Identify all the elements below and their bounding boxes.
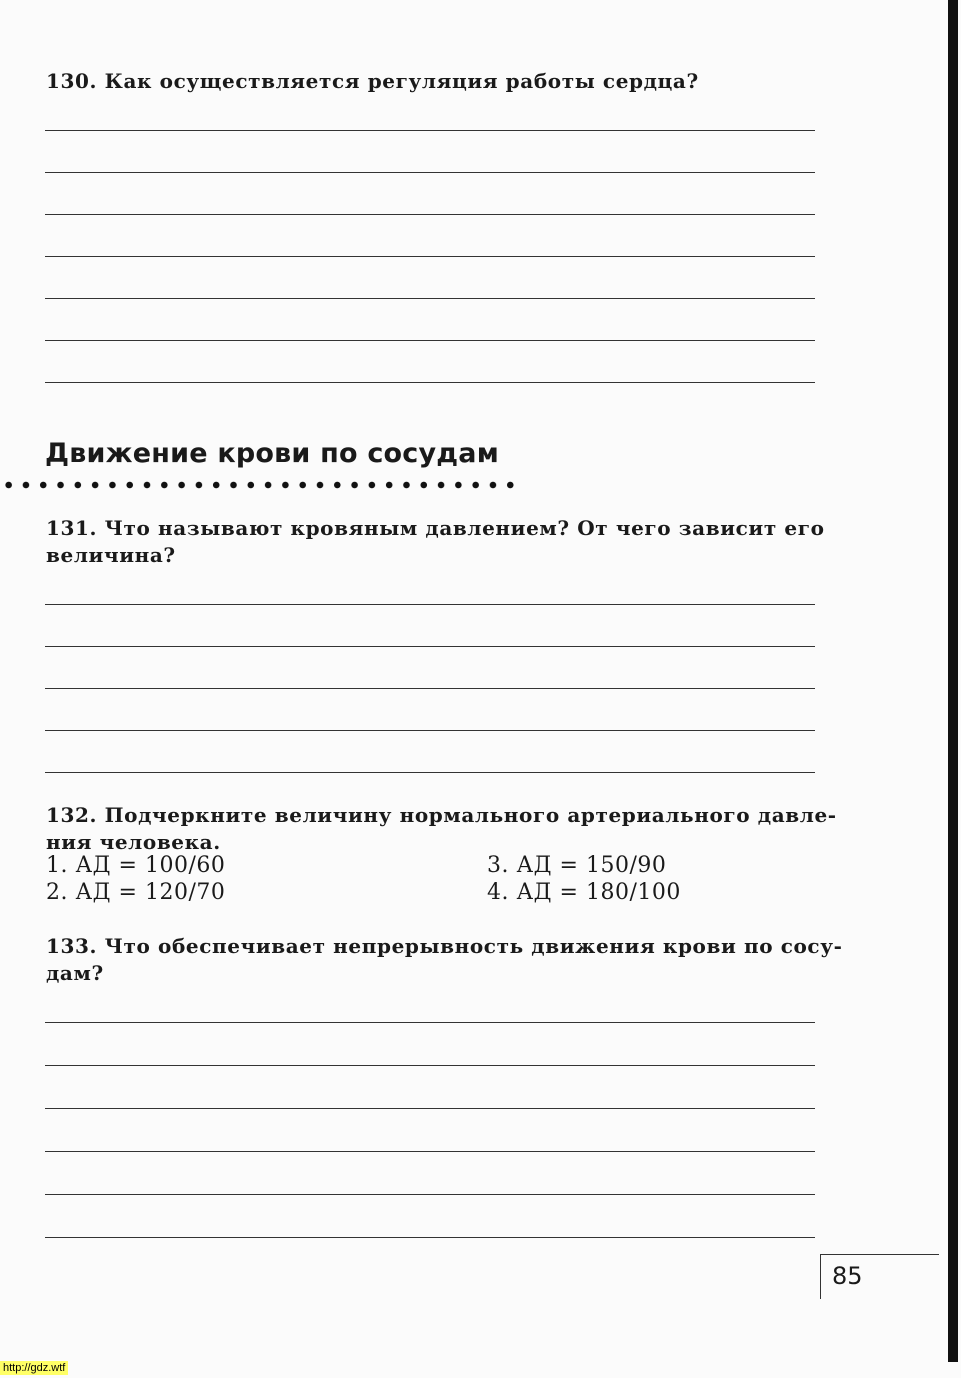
- page-number: 85: [832, 1262, 863, 1290]
- answer-line[interactable]: [45, 340, 815, 341]
- section-heading: Движение крови по сосудам: [45, 438, 499, 469]
- answer-line[interactable]: [45, 130, 815, 131]
- answer-line[interactable]: [45, 604, 815, 605]
- answer-line[interactable]: [45, 772, 815, 773]
- answer-line[interactable]: [45, 1108, 815, 1109]
- option-1[interactable]: 1. АД = 100/60: [46, 853, 226, 878]
- option-3[interactable]: 3. АД = 150/90: [487, 853, 667, 878]
- question-133-line1: 133. Что обеспечивает непрерывность движения крови по сосу-: [46, 934, 843, 958]
- dotted-divider: [0, 478, 520, 492]
- page-edge-bar: [948, 0, 958, 1362]
- question-132: [46, 802, 837, 856]
- answer-line[interactable]: [45, 214, 815, 215]
- answer-line[interactable]: [45, 1151, 815, 1152]
- question-131-line1: 131. Что называют кровяным давлением? От чего зависит его: [46, 516, 825, 540]
- answer-line[interactable]: [45, 646, 815, 647]
- answer-line[interactable]: [45, 382, 815, 383]
- option-4[interactable]: 4. АД = 180/100: [487, 880, 681, 905]
- question-130: 130. Как осуществляется регуляция работы сердца?: [46, 69, 699, 93]
- answer-line[interactable]: [45, 688, 815, 689]
- answer-line[interactable]: [45, 298, 815, 299]
- question-132-line1: 132. Подчеркните величину нормального артериального давле-: [46, 803, 837, 827]
- watermark-link[interactable]: http://gdz.wtf: [0, 1361, 68, 1375]
- answer-line[interactable]: [45, 1022, 815, 1023]
- answer-line[interactable]: [45, 730, 815, 731]
- answer-line[interactable]: [45, 172, 815, 173]
- option-2[interactable]: 2. АД = 120/70: [46, 880, 226, 905]
- answer-line[interactable]: [45, 1237, 815, 1238]
- question-133: [46, 933, 843, 987]
- question-131: [46, 515, 825, 569]
- answer-line[interactable]: [45, 1065, 815, 1066]
- question-132-line2: ния человека.: [46, 830, 221, 854]
- question-133-line2: дам?: [46, 961, 104, 985]
- answer-line[interactable]: [45, 256, 815, 257]
- answer-line[interactable]: [45, 1194, 815, 1195]
- question-131-line2: величина?: [46, 543, 176, 567]
